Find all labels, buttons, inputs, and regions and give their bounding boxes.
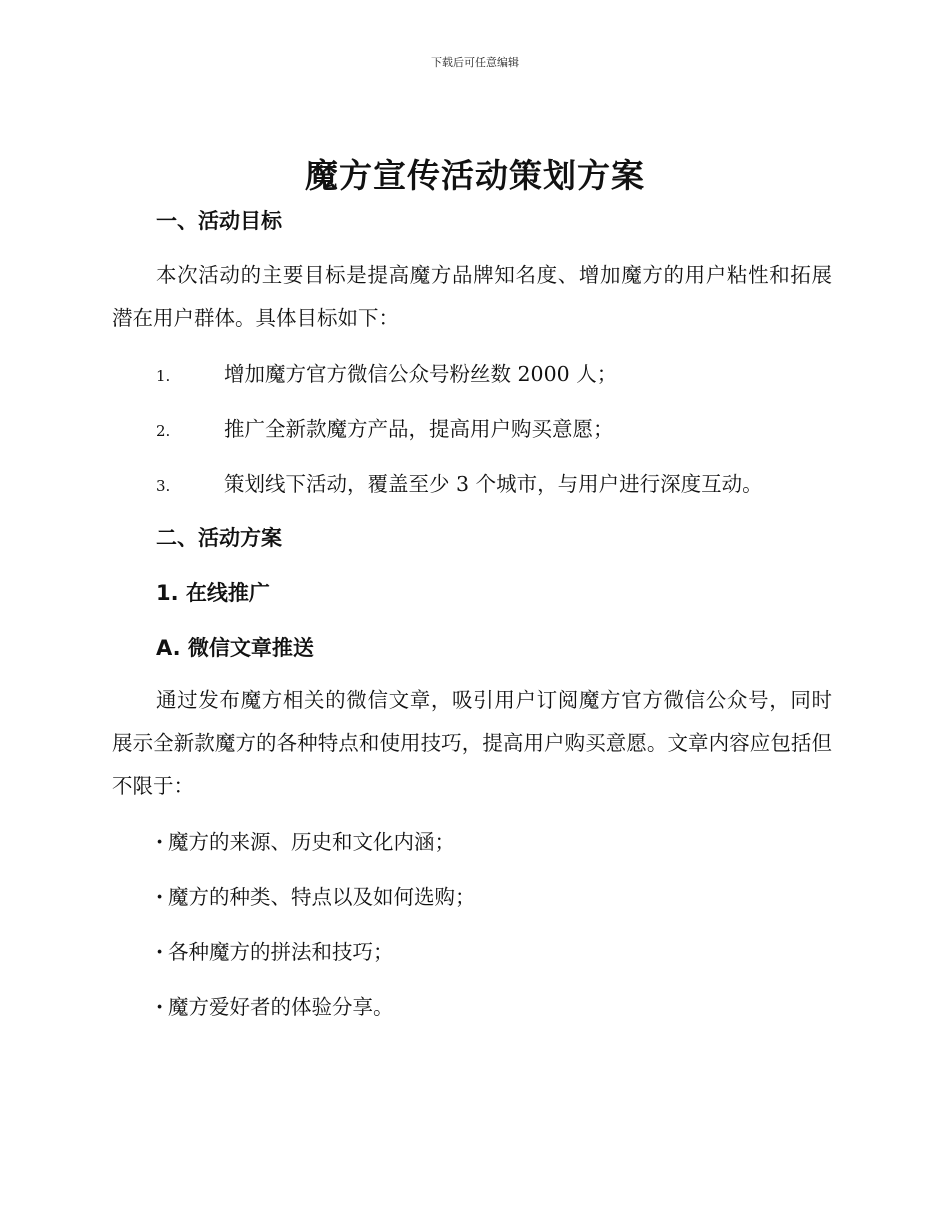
section-heading-goals: 一、活动目标 bbox=[156, 209, 282, 233]
goals-intro-paragraph: 本次活动的主要目标是提高魔方品牌知名度、增加魔方的用户粘性和拓展潜在用户群体。具体目标如下： bbox=[112, 263, 832, 330]
goal-number: 1. bbox=[156, 367, 171, 385]
goal-number: 2. bbox=[156, 422, 171, 440]
bullet-marker: · bbox=[156, 830, 164, 854]
goal-item-3 bbox=[156, 467, 763, 497]
bullet-marker: · bbox=[156, 995, 164, 1019]
section-heading-plan: 二、活动方案 bbox=[156, 526, 282, 550]
bullet-marker: · bbox=[156, 885, 164, 909]
subheading-wechat-articles: A. 微信文章推送 bbox=[156, 636, 314, 660]
bullet-item-1 bbox=[156, 825, 455, 855]
bullet-item-2 bbox=[156, 880, 476, 910]
goal-text: 策划线下活动，覆盖至少 3 个城市，与用户进行深度互动。 bbox=[224, 472, 763, 496]
subheading-online-promotion: 1. 在线推广 bbox=[156, 581, 270, 605]
bullet-item-3 bbox=[156, 935, 394, 965]
bullet-marker: · bbox=[156, 940, 164, 964]
bullet-text: 魔方的种类、特点以及如何选购； bbox=[168, 885, 476, 909]
goal-text: 推广全新款魔方产品，提高用户购买意愿； bbox=[224, 417, 614, 441]
goal-item-2 bbox=[156, 412, 614, 442]
goal-item-1 bbox=[156, 357, 617, 387]
goal-text: 增加魔方官方微信公众号粉丝数 2000 人； bbox=[224, 362, 618, 386]
bullet-item-4 bbox=[156, 990, 394, 1020]
bullet-text: 魔方的来源、历史和文化内涵； bbox=[168, 830, 455, 854]
bullet-text: 魔方爱好者的体验分享。 bbox=[168, 995, 394, 1019]
wechat-articles-paragraph: 通过发布魔方相关的微信文章，吸引用户订阅魔方官方微信公众号，同时展示全新款魔方的各种特点和使用技巧，提高用户购买意愿。文章内容应包括但不限于： bbox=[112, 688, 832, 798]
goal-number: 3. bbox=[156, 477, 171, 495]
page-header-note: 下载后可任意编辑 bbox=[431, 56, 519, 69]
document-title: 魔方宣传活动策划方案 bbox=[305, 156, 645, 195]
bullet-text: 各种魔方的拼法和技巧； bbox=[168, 940, 394, 964]
